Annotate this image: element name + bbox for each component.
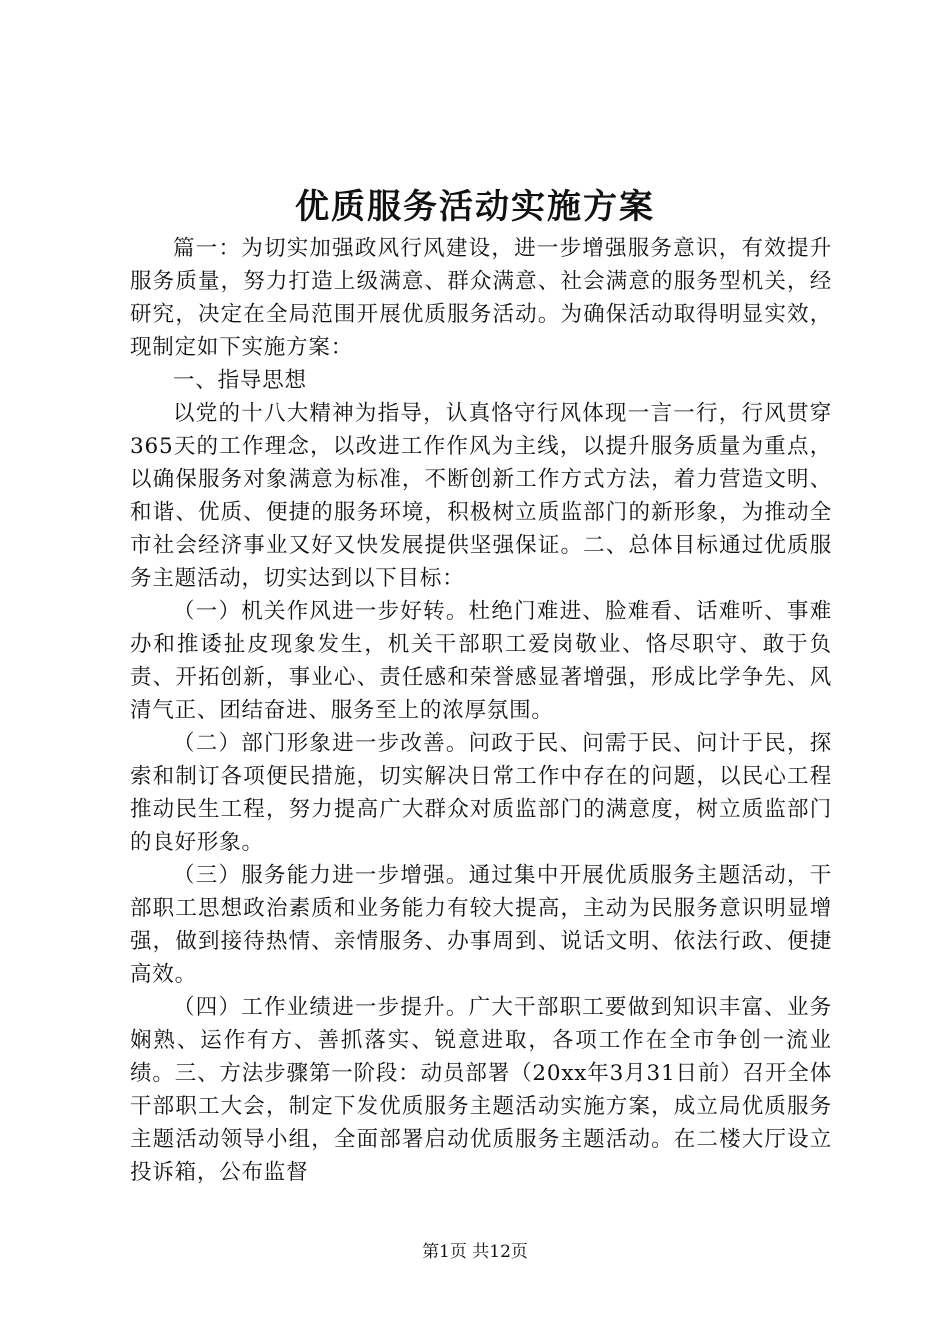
section-heading-guiding-ideology: 一、指导思想 — [173, 368, 307, 393]
document-title: 优质服务活动实施方案 — [295, 187, 655, 227]
document-body — [130, 232, 832, 1189]
paragraph-goal-2: （二）部门形象进一步改善。问政于民、问需于民、问计于民，探索和制订各项便民措施，切实解决日常工作中存在的问题，以民心工程推动民生工程，努力提高广大群众对质监部门的满意度，树立质监部门的良好形象。 — [130, 731, 832, 855]
paragraph-intro: 篇一：为切实加强政风行风建设，进一步增强服务意识，有效提升服务质量，努力打造上级满意、群众满意、社会满意的服务型机关，经研究，决定在全局范围开展优质服务活动。为确保活动取得明显实效，现制定如下实施方案： — [130, 236, 832, 360]
page-number-footer: 第1页 共12页 — [422, 1242, 528, 1262]
paragraph-goal-4: （四）工作业绩进一步提升。广大干部职工要做到知识丰富、业务娴熟、运作有方、善抓落实、锐意进取，各项工作在全市争创一流业绩。三、方法步骤第一阶段：动员部署（20xx年3月31日前）召开全体干部职工大会，制定下发优质服务主题活动实施方案，成立局优质服务主题活动领导小组，全面部署启动优质服务主题活动。在二楼大厅设立投诉箱，公布监督 — [130, 995, 832, 1185]
paragraph-guiding-ideology: 以党的十八大精神为指导，认真恪守行风体现一言一行，行风贯穿365天的工作理念，以改进工作作风为主线，以提升服务质量为重点，以确保服务对象满意为标准，不断创新工作方式方法，着力营造文明、和谐、优质、便捷的服务环境，积极树立质监部门的新形象，为推动全市社会经济事业又好又快发展提供坚强保证。二、总体目标通过优质服务主题活动，切实达到以下目标： — [130, 401, 832, 591]
paragraph-goal-3: （三）服务能力进一步增强。通过集中开展优质服务主题活动，干部职工思想政治素质和业务能力有较大提高，主动为民服务意识明显增强，做到接待热情、亲情服务、办事周到、说话文明、依法行政、便捷高效。 — [130, 863, 832, 987]
paragraph-goal-1: （一）机关作风进一步好转。杜绝门难进、脸难看、话难听、事难办和推诿扯皮现象发生，机关干部职工爱岗敬业、恪尽职守、敢于负责、开拓创新，事业心、责任感和荣誉感显著增强，形成比学争先、风清气正、团结奋进、服务至上的浓厚氛围。 — [130, 599, 832, 723]
